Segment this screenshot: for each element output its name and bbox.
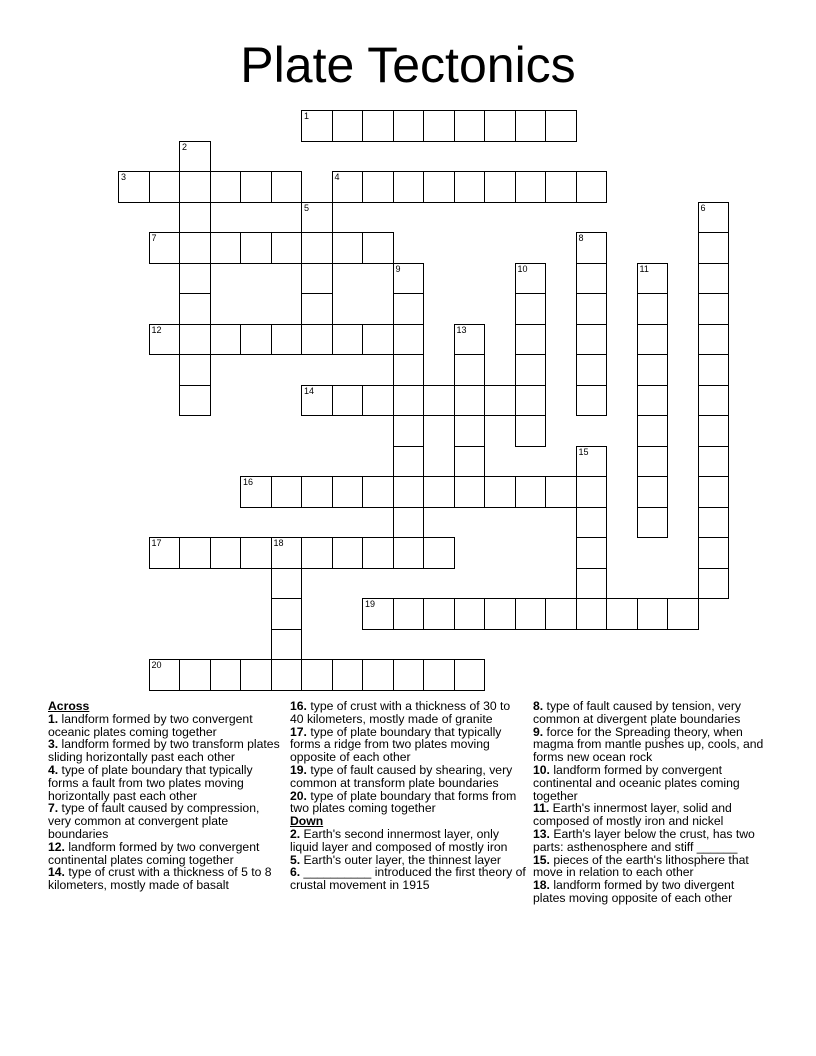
clue-text: landform formed by two convergent oceanic plates coming together (48, 711, 253, 739)
grid-cell[interactable] (698, 202, 730, 234)
grid-cell[interactable] (637, 293, 669, 325)
clue-number: 13 (456, 324, 467, 335)
clue-text: landform formed by two divergent plates moving opposite of each other (533, 878, 735, 905)
clue (48, 866, 284, 892)
grid-cell[interactable] (271, 324, 303, 356)
clue (533, 700, 769, 726)
grid-cell[interactable] (454, 354, 486, 386)
grid-cell[interactable] (362, 232, 394, 264)
clues-column-1 (48, 700, 284, 892)
grid-cell[interactable] (271, 476, 303, 508)
grid-cell[interactable] (637, 476, 669, 508)
grid-cell[interactable] (301, 324, 333, 356)
grid-cell[interactable] (698, 537, 730, 569)
clue-number: 16 (243, 477, 254, 487)
grid-cell[interactable] (179, 263, 211, 295)
clue-text: force for the Spreading theory, when magma from mantle pushes up, cools, and forms new ocean rock (533, 724, 764, 765)
grid-cell[interactable] (301, 293, 333, 325)
clue-number-label: 16. (290, 699, 307, 713)
grid-cell[interactable] (515, 324, 547, 356)
clue (290, 700, 526, 726)
grid-cell[interactable] (423, 537, 455, 569)
clue-text: type of fault caused by tension, very common at divergent plate boundaries (533, 699, 741, 726)
grid-cell[interactable] (393, 293, 425, 325)
clue-number-label: 10. (533, 762, 550, 777)
grid-cell[interactable] (393, 415, 425, 447)
page-title: Plate Tectonics (240, 37, 576, 93)
grid-cell[interactable] (454, 415, 486, 447)
grid-cell[interactable] (179, 293, 211, 325)
clues-column-3 (533, 700, 769, 905)
grid-cell[interactable] (301, 110, 333, 142)
across-heading: Across (48, 699, 90, 713)
grid-cell[interactable] (484, 110, 516, 142)
grid-cell[interactable] (545, 110, 577, 142)
grid-cell[interactable] (179, 141, 211, 173)
clue (290, 726, 526, 764)
grid-cell[interactable] (454, 110, 486, 142)
grid-cell[interactable] (484, 598, 516, 630)
clue-number: 2 (182, 141, 188, 152)
grid-cell[interactable] (118, 171, 150, 203)
clue (48, 738, 284, 764)
grid-cell[interactable] (698, 446, 730, 478)
grid-cell[interactable] (515, 110, 547, 142)
clue-number: 9 (395, 263, 401, 274)
grid-cell[interactable] (393, 598, 425, 630)
grid-cell[interactable] (637, 415, 669, 447)
grid-cell[interactable] (301, 232, 333, 264)
grid-cell[interactable] (301, 476, 333, 508)
grid-cell[interactable] (454, 659, 486, 691)
grid-cell[interactable] (271, 629, 303, 661)
clue (48, 713, 284, 739)
grid-cell[interactable] (179, 324, 211, 356)
grid-cell[interactable] (210, 659, 242, 691)
clue-text: Earth's second innermost layer, only liquid layer and composed of mostly iron (290, 826, 508, 854)
grid-cell[interactable] (362, 171, 394, 203)
grid-cell[interactable] (637, 507, 669, 539)
grid-cell[interactable] (393, 110, 425, 142)
clue-number-label: 5. (290, 852, 301, 867)
grid-cell[interactable] (332, 385, 364, 417)
grid-cell[interactable] (149, 324, 181, 356)
clue-number: 18 (273, 538, 284, 548)
clue-number-label: 1. (48, 711, 59, 726)
grid-cell[interactable] (332, 171, 364, 203)
clue-text: __________ introduced the first theory of crustal movement in 1915 (290, 865, 526, 893)
clue (533, 802, 769, 828)
grid-cell[interactable] (301, 659, 333, 691)
grid-cell[interactable] (637, 354, 669, 386)
grid-cell[interactable] (393, 659, 425, 691)
clue-number-label: 20. (290, 788, 307, 803)
clue-number-label: 14. (48, 865, 65, 880)
grid-cell[interactable] (423, 598, 455, 630)
grid-cell[interactable] (423, 171, 455, 203)
grid-cell[interactable] (576, 232, 608, 264)
grid-cell[interactable] (515, 598, 547, 630)
grid-cell[interactable] (393, 507, 425, 539)
grid-cell[interactable] (179, 354, 211, 386)
grid-cell[interactable] (179, 232, 211, 264)
grid-cell[interactable] (576, 354, 608, 386)
grid-cell[interactable] (576, 324, 608, 356)
grid-cell[interactable] (393, 324, 425, 356)
grid-cell[interactable] (271, 171, 303, 203)
grid-cell[interactable] (454, 476, 486, 508)
grid-cell[interactable] (240, 537, 272, 569)
grid-cell[interactable] (393, 385, 425, 417)
clue (290, 764, 526, 790)
grid-cell[interactable] (454, 171, 486, 203)
clues-column-2 (290, 700, 526, 892)
clue-number-label: 4. (48, 762, 59, 777)
grid-cell[interactable] (240, 659, 272, 691)
down-heading: Down (290, 814, 324, 829)
clue-text: Earth's layer below the crust, has two parts: asthenosphere and stiff ______ (533, 826, 755, 854)
clue-text: type of fault caused by compression, very common at convergent plate boundaries (48, 801, 260, 841)
clue-number: 6 (700, 202, 706, 213)
clue (533, 726, 769, 764)
grid-cell[interactable] (454, 385, 486, 417)
clue (290, 866, 526, 892)
clue-number: 5 (304, 202, 310, 213)
clue-text: type of plate boundary that typically forms a ridge from two plates moving opposite of each other (290, 724, 502, 765)
grid-cell[interactable] (362, 110, 394, 142)
clue-text: type of plate boundary that forms from two plates coming together (290, 788, 517, 816)
clue-number: 15 (578, 446, 589, 457)
clue-number: 7 (151, 233, 157, 243)
clue-number: 10 (517, 263, 528, 274)
grid-cell[interactable] (698, 507, 730, 539)
clue-number: 20 (151, 660, 162, 670)
grid-cell[interactable] (362, 659, 394, 691)
clue (533, 879, 769, 905)
clue (48, 764, 284, 802)
grid-cell[interactable] (362, 598, 394, 630)
grid-cell[interactable] (393, 476, 425, 508)
grid-cell[interactable] (149, 659, 181, 691)
grid-cell[interactable] (576, 293, 608, 325)
grid-cell[interactable] (271, 598, 303, 630)
clue-number-label: 11. (533, 801, 550, 816)
grid-cell[interactable] (210, 232, 242, 264)
grid-cell[interactable] (240, 232, 272, 264)
grid-cell[interactable] (545, 598, 577, 630)
grid-cell[interactable] (271, 659, 303, 691)
grid-cell[interactable] (179, 537, 211, 569)
clue-number: 11 (639, 263, 649, 274)
grid-cell[interactable] (637, 324, 669, 356)
grid-cell[interactable] (393, 171, 425, 203)
clue-number-label: 7. (48, 801, 59, 816)
clue-number: 1 (304, 111, 310, 121)
grid-cell[interactable] (210, 171, 242, 203)
grid-cell[interactable] (393, 354, 425, 386)
grid-cell[interactable] (698, 293, 730, 325)
grid-cell[interactable] (210, 537, 242, 569)
clue (48, 841, 284, 867)
clue-number-label: 13. (533, 826, 550, 841)
clue-number-label: 3. (48, 737, 59, 752)
grid-cell[interactable] (667, 598, 699, 630)
grid-cell[interactable] (698, 568, 730, 600)
clue (533, 828, 769, 854)
grid-cell[interactable] (698, 415, 730, 447)
grid-cell[interactable] (301, 385, 333, 417)
clue (48, 802, 284, 840)
grid-cell[interactable] (179, 202, 211, 234)
clue-text: pieces of the earth's lithosphere that move in relation to each other (533, 852, 749, 880)
grid-cell[interactable] (332, 537, 364, 569)
grid-cell[interactable] (576, 171, 608, 203)
grid-cell[interactable] (423, 385, 455, 417)
grid-cell[interactable] (698, 263, 730, 295)
clue-number-label: 19. (290, 762, 307, 777)
grid-cell[interactable] (240, 171, 272, 203)
grid-cell[interactable] (149, 171, 181, 203)
clue-text: Earth's innermost layer, solid and composed of mostly iron and nickel (533, 801, 732, 829)
grid-cell[interactable] (576, 263, 608, 295)
grid-cell[interactable] (271, 568, 303, 600)
clue-number: 4 (334, 172, 340, 182)
clue-number: 17 (151, 538, 162, 548)
grid-cell[interactable] (698, 354, 730, 386)
grid-cell[interactable] (179, 659, 211, 691)
grid-cell[interactable] (637, 598, 669, 630)
grid-cell[interactable] (332, 324, 364, 356)
grid-cell[interactable] (576, 568, 608, 600)
grid-cell[interactable] (484, 171, 516, 203)
clue (533, 854, 769, 880)
clue-number-label: 18. (533, 878, 550, 893)
grid-cell[interactable] (271, 232, 303, 264)
grid-cell[interactable] (484, 385, 516, 417)
grid-cell[interactable] (637, 446, 669, 478)
grid-cell[interactable] (271, 537, 303, 569)
grid-cell[interactable] (484, 476, 516, 508)
clue-text: type of crust with a thickness of 30 to 40 kilometers, mostly made of granite (290, 699, 511, 726)
grid-cell[interactable] (515, 354, 547, 386)
clue-number: 8 (578, 233, 584, 243)
clue (290, 828, 526, 854)
grid-cell[interactable] (454, 446, 486, 478)
grid-cell[interactable] (332, 110, 364, 142)
clue-number-label: 17. (290, 724, 307, 739)
clue-number: 14 (304, 385, 315, 396)
grid-cell[interactable] (332, 232, 364, 264)
grid-cell[interactable] (515, 263, 547, 295)
grid-cell[interactable] (637, 385, 669, 417)
grid-cell[interactable] (332, 659, 364, 691)
grid-cell[interactable] (545, 171, 577, 203)
clue-text: type of plate boundary that typically forms a fault from two plates moving horizontally past each other (48, 762, 253, 803)
grid-cell[interactable] (179, 171, 211, 203)
grid-cell[interactable] (393, 537, 425, 569)
clue-number: 3 (121, 172, 127, 182)
grid-cell[interactable] (698, 476, 730, 508)
grid-cell[interactable] (393, 446, 425, 478)
grid-cell[interactable] (698, 232, 730, 264)
grid-cell[interactable] (637, 263, 669, 295)
grid-cell[interactable] (149, 537, 181, 569)
grid-cell[interactable] (698, 385, 730, 417)
clue-number-label: 6. (290, 865, 301, 880)
grid-cell[interactable] (423, 110, 455, 142)
grid-cell[interactable] (240, 476, 272, 508)
grid-cell[interactable] (362, 476, 394, 508)
grid-cell[interactable] (576, 598, 608, 630)
grid-cell[interactable] (576, 507, 608, 539)
grid-cell[interactable] (332, 476, 364, 508)
grid-cell[interactable] (301, 263, 333, 295)
clue-number-label: 8. (533, 699, 544, 713)
grid-cell[interactable] (454, 598, 486, 630)
clue-number-label: 12. (48, 839, 65, 854)
clue-text: landform formed by two convergent continental plates coming together (48, 839, 260, 867)
grid-cell[interactable] (301, 537, 333, 569)
grid-cell[interactable] (515, 476, 547, 508)
grid-cell[interactable] (362, 537, 394, 569)
grid-cell[interactable] (301, 202, 333, 234)
clue-text: landform formed by convergent continental and oceanic plates coming together (533, 762, 740, 803)
grid-cell[interactable] (698, 324, 730, 356)
clue-text: type of crust with a thickness of 5 to 8 kilometers, mostly made of basalt (48, 865, 272, 893)
clue (290, 790, 526, 816)
clue-text: Earth's outer layer, the thinnest layer (300, 852, 501, 867)
grid-cell[interactable] (515, 385, 547, 417)
clue-number-label: 9. (533, 724, 544, 739)
grid-cell[interactable] (576, 476, 608, 508)
grid-cell[interactable] (210, 324, 242, 356)
clue-text: landform formed by two transform plates sliding horizontally past each other (48, 737, 280, 765)
clue-number: 19 (365, 599, 376, 609)
grid-cell[interactable] (576, 446, 608, 478)
grid-cell[interactable] (393, 263, 425, 295)
grid-cell[interactable] (515, 171, 547, 203)
clue-number-label: 15. (533, 852, 550, 867)
grid-cell[interactable] (179, 385, 211, 417)
clue-number: 12 (151, 324, 162, 335)
clue-number-label: 2. (290, 826, 301, 841)
grid-cell[interactable] (423, 659, 455, 691)
clue (533, 764, 769, 802)
grid-cell[interactable] (515, 293, 547, 325)
grid-cell[interactable] (576, 537, 608, 569)
grid-cell[interactable] (606, 598, 638, 630)
grid-cell[interactable] (362, 324, 394, 356)
grid-cell[interactable] (423, 476, 455, 508)
grid-cell[interactable] (545, 476, 577, 508)
grid-cell[interactable] (362, 385, 394, 417)
grid-cell[interactable] (240, 324, 272, 356)
grid-cell[interactable] (454, 324, 486, 356)
grid-cell[interactable] (515, 415, 547, 447)
grid-cell[interactable] (149, 232, 181, 264)
clue-text: type of fault caused by shearing, very common at transform plate boundaries (290, 762, 513, 790)
grid-cell[interactable] (576, 385, 608, 417)
